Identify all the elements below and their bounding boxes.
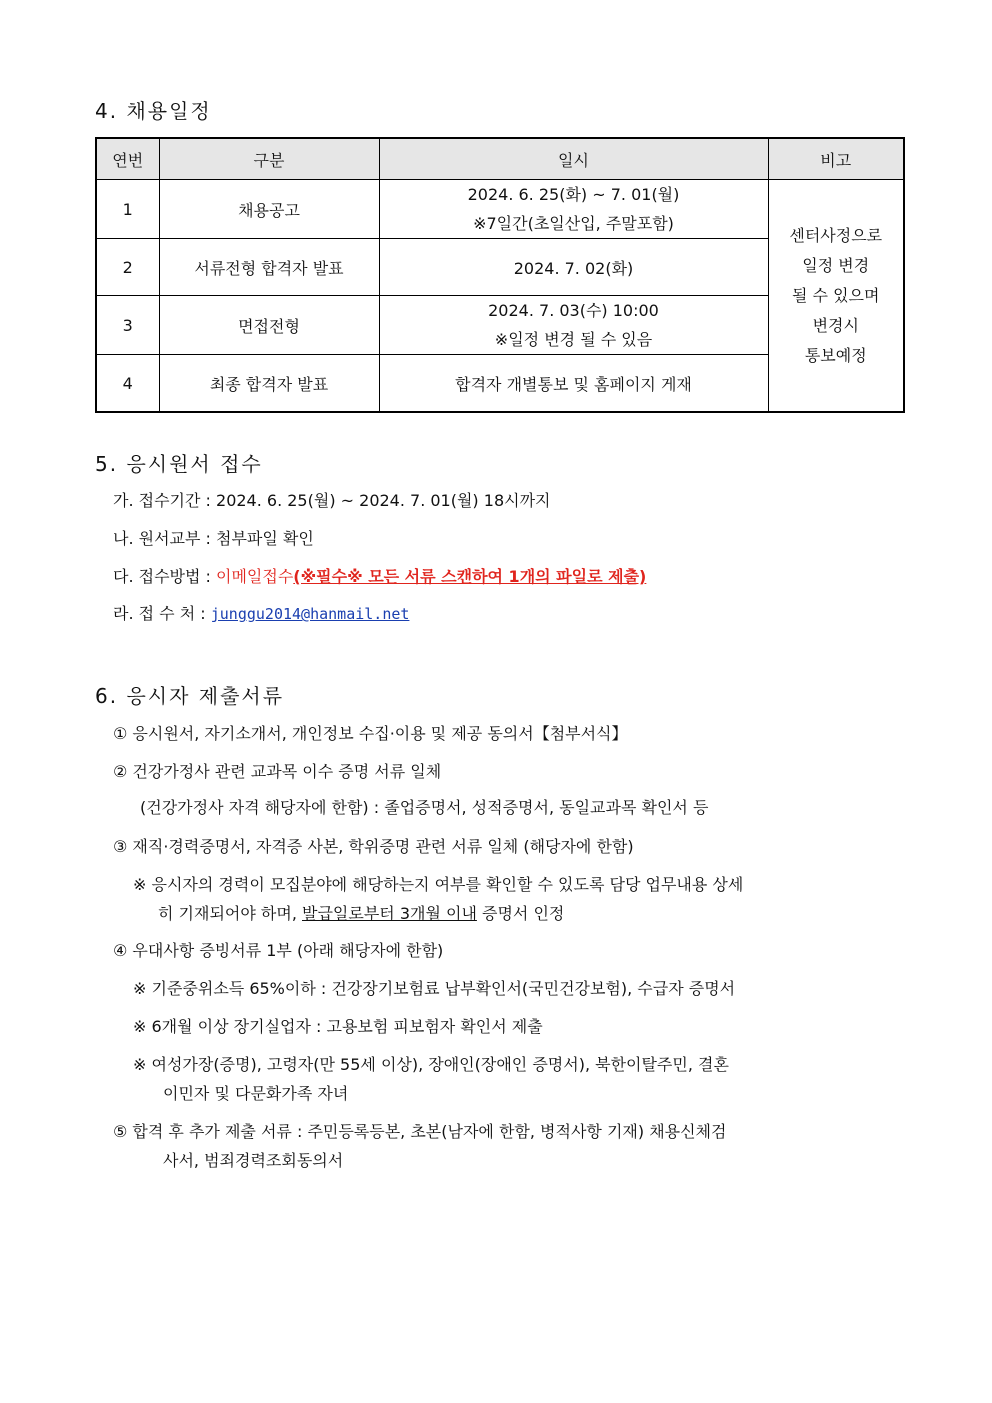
header-note: 비고 [768,138,904,180]
doc-item-3-note-cont: 히 기재되어야 하며, 발급일로부터 3개월 이내 증명서 인정 [158,904,565,923]
doc-item-4-note-3-cont: 이민자 및 다문화가족 자녀 [163,1084,349,1103]
doc-item-4: ④ 우대사항 증빙서류 1부 (아래 해당자에 한함) [113,941,444,960]
section6-title: 6. 응시자 제출서류 [95,684,285,708]
row-no: 1 [96,180,159,239]
email-link[interactable]: junggu2014@hanmail.net [210,605,410,623]
row-date-line2: ※일정 변경 될 수 있음 [494,330,653,349]
row-date-line1: 2024. 7. 03(수) 10:00 [488,301,659,320]
doc-item-4-note-1: ※ 기준중위소득 65%이하 : 건강장기보험료 납부확인서(국민건강보험), 수급자 증명서 [133,979,736,998]
header-no: 연번 [96,138,159,180]
row-date [379,180,768,239]
note-line: 될 수 있으며 [792,285,880,305]
doc-item-5: ⑤ 합격 후 추가 제출 서류 : 주민등록등본, 초본(남자에 한함, 병적사항 기재) 채용신체검 [113,1122,727,1141]
row-type: 서류전형 합격자 발표 [159,239,379,296]
doc-item-4-note-3: ※ 여성가장(증명), 고령자(만 55세 이상), 장애인(장애인 증명서), 북한이탈주민, 결혼 [133,1055,729,1074]
doc-item-3-note: ※ 응시자의 경력이 모집분야에 해당하는지 여부를 확인할 수 있도록 담당 업무내용 상세 [133,875,744,894]
underlined-period: 발급일로부터 3개월 이내 [302,904,477,923]
doc-item-3: ③ 재직·경력증명서, 자격증 사본, 학위증명 관련 서류 일체 (해당자에 한함) [113,837,634,856]
row-date-line2: ※7일간(초일산입, 주말포함) [473,214,674,233]
header-date: 일시 [379,138,768,180]
doc-item-1: ① 응시원서, 자기소개서, 개인정보 수집·이용 및 제공 동의서【첨부서식】 [113,724,628,743]
row-type: 채용공고 [159,180,379,239]
receipt-method-email: 이메일접수 [216,567,294,586]
receipt-address [113,601,409,624]
note-line: 통보예정 [804,345,867,365]
row-no: 4 [96,355,159,413]
doc-item-2: ② 건강가정사 관련 교과목 이수 증명 서류 일체 [113,762,442,781]
row-type: 면접전형 [159,296,379,355]
row-date [379,296,768,355]
row-no: 3 [96,296,159,355]
row-date: 합격자 개별통보 및 홈페이지 게재 [379,355,768,413]
section4-title: 4. 채용일정 [95,99,212,123]
doc-item-4-note-2: ※ 6개월 이상 장기실업자 : 고용보험 피보험자 확인서 제출 [133,1017,543,1036]
row-no: 2 [96,239,159,296]
form-distribution: 나. 원서교부 : 첨부파일 확인 [113,529,314,548]
header-type: 구분 [159,138,379,180]
row-date: 2024. 7. 02(화) [379,239,768,296]
row-date-line1: 2024. 6. 25(화) ~ 7. 01(월) [467,185,680,204]
receipt-period: 가. 접수기간 : 2024. 6. 25(월) ~ 2024. 7. 01(월) 18시까지 [113,491,551,510]
row-type: 최종 합격자 발표 [159,355,379,413]
note-line: 변경시 [812,315,859,335]
receipt-method [113,564,646,587]
receipt-method-required: (※필수※ 모든 서류 스캔하여 1개의 파일로 제출) [293,567,647,586]
doc-item-2-sub: (건강가정사 자격 해당자에 한함) : 졸업증명서, 성적증명서, 동일교과목 확인서 등 [140,798,709,817]
schedule-table [95,137,905,413]
receipt-method-label: 다. 접수방법 : [113,567,217,586]
section5-title: 5. 응시원서 접수 [95,452,263,476]
note-line: 센터사정으로 [789,225,883,245]
note-cell [768,180,904,413]
receipt-address-label: 라. 접 수 처 : [113,604,211,623]
doc-item-5-cont: 사서, 범죄경력조회동의서 [163,1151,344,1170]
note-line: 일정 변경 [802,255,870,275]
table-row [96,180,904,239]
